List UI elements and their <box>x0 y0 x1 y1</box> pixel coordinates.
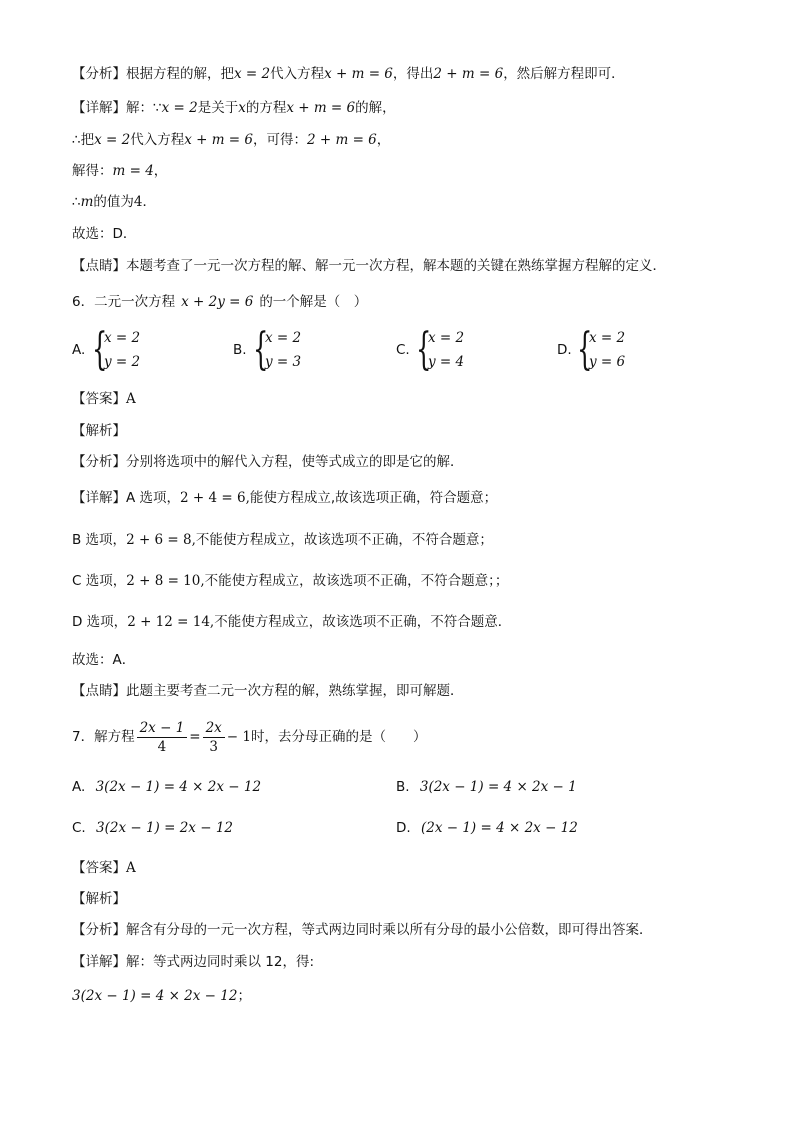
q6-option-a-label: A. <box>72 342 86 358</box>
q6-stem: 6．二元一次方程 x + 2y = 6 的一个解是（ ） <box>72 294 368 310</box>
q5-choice-line: 故选：D． <box>72 226 137 242</box>
q7-detail-line: 【详解】解：等式两边同时乘以 12，得: <box>72 954 315 970</box>
fraction-right: $\frac{2x}{3}$ <box>203 719 225 756</box>
q6-jiexi-tag: 【解析】 <box>72 423 126 439</box>
q7-option-b: B. 3(2x − 1) = 4 × 2x − 1 <box>396 779 577 795</box>
q6-detail-d-line: D 选项，2 + 12 = 14,不能使方程成立，故该选项不正确，不符合题意． <box>72 614 512 630</box>
answer-tag: 【答案】 <box>72 391 126 407</box>
detail-tag: 【详解】 <box>72 100 126 116</box>
q6-comment-line: 【点睛】此题主要考查二元一次方程的解，熟练掌握，即可解题． <box>72 683 464 699</box>
q6-choice-line: 故选：A． <box>72 652 136 668</box>
q6-detail-a-line: 【详解】A 选项，2 + 4 = 6,能使方程成立,故该选项正确，符合题意； <box>72 490 498 506</box>
q7-option-a: A. 3(2x − 1) = 4 × 2x − 12 <box>72 779 262 795</box>
analysis-tag: 【分析】 <box>72 66 126 82</box>
q6-detail-c-line: C 选项，2 + 8 = 10,不能使方程成立，故该选项不正确，不符合题意；； <box>72 573 509 589</box>
q7-result-line: 3(2x − 1) = 4 × 2x − 12； <box>72 988 251 1004</box>
q7-jiexi-tag: 【解析】 <box>72 891 126 907</box>
q6-option-b-label: B. <box>233 342 247 358</box>
q5-solve-line: 解得：m = 4， <box>72 163 168 179</box>
q5-detail-line: 【详解】解：∵x = 2是关于x的方程x + m = 6的解， <box>72 100 396 116</box>
q6-option-c-label: C. <box>396 342 410 358</box>
q5-analysis-line: 【分析】根据方程的解，把x = 2代入方程x + m = 6，得出2 + m = 6，然后解方程即可． <box>72 66 625 82</box>
q6-answer-line: 【答案】A <box>72 391 136 407</box>
q7-analysis-line: 【分析】解含有分母的一元一次方程，等式两边同时乘以所有分母的最小公倍数，即可得出答案． <box>72 922 653 938</box>
q6-detail-b-line: B 选项，2 + 6 = 8,不能使方程成立，故该选项不正确，不符合题意； <box>72 532 493 548</box>
comment-tag: 【点睛】 <box>72 258 126 274</box>
q6-analysis-line: 【分析】分别将选项中的解代入方程，使等式成立的即是它的解． <box>72 454 464 470</box>
fraction-left: $\frac{2x - 1}{4}$ <box>137 719 188 756</box>
q5-value-line: ∴m的值为4． <box>72 194 156 210</box>
q6-option-d-label: D. <box>557 342 572 358</box>
q7-option-c: C. 3(2x − 1) = 2x − 12 <box>72 820 233 836</box>
q5-substitute-line: ∴把x = 2代入方程x + m = 6，可得：2 + m = 6， <box>72 132 391 148</box>
q5-comment-line: 【点睛】本题考查了一元一次方程的解、解一元一次方程，解本题的关键在熟练掌握方程解的定义． <box>72 258 666 274</box>
q7-option-d: D. (2x − 1) = 4 × 2x − 12 <box>396 820 578 836</box>
q7-stem: 7．解方程 $\frac{2x - 1}{4}$ = $\frac{2x}{3}$ − 1时，去分母正确的是（ ） <box>72 719 427 755</box>
q7-answer-line: 【答案】A <box>72 860 136 876</box>
